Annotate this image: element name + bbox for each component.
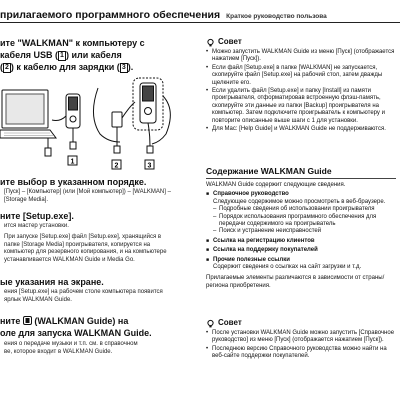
tip2-item: • После установки WALKMAN Guide можно запустить [Справочное руководство] из меню [Пуск] (отображается нажатием [Пуск]). [206, 330, 396, 345]
step5-title-text-b: (WALKMAN Guide) на [34, 316, 129, 326]
step2-note-1: [Пуск] – [Компьютер] (или [Мой компьютер]) – [WALKMAN] – [4, 189, 171, 195]
tip-icon-bulb [208, 39, 213, 44]
tip-icon-base [209, 325, 211, 327]
callout-3 [145, 160, 154, 170]
step1-line3 [0, 61, 133, 73]
tip-icon-bulb [208, 320, 213, 325]
step1-line2-text-a: кабеля USB ( [0, 50, 59, 60]
charger-plug [147, 146, 153, 153]
step5-title-line1 [0, 315, 128, 327]
laptop-screen [6, 94, 44, 124]
callout-box-1: 1 [60, 52, 64, 59]
tip1-item: • Можно запустить WALKMAN Guide из меню [Пуск] (отображается нажатием [Пуск]). [206, 49, 396, 64]
contents-item-registration: ■ Ссылка на регистрацию клиентов [206, 238, 396, 245]
tip1-item: • Если файл [Setup.exe] в папке [WALKMAN] не запускается, скопируйте файл [Setup.exe] на рабочий стол, затем дважды щелкните его. [206, 65, 396, 87]
tip2-list [206, 330, 396, 361]
step5-title-line2: оле для запуска WALKMAN Guide. [0, 328, 152, 338]
usb-plug [45, 148, 51, 156]
tip-icon-base [209, 44, 211, 46]
step3-note-5: устанавливается WALKMAN Guide и Media Go. [4, 256, 135, 263]
contents-section [206, 166, 396, 290]
step2-note-2: [Storage Media]. [4, 196, 49, 203]
callout-1-label: 1 [70, 158, 75, 166]
guide-icon-glyph [25, 318, 29, 323]
contents-intro: WALKMAN Guide содержит следующие сведения. [206, 182, 346, 188]
callout-2 [112, 160, 121, 170]
contents-item-help-guide: ■ Справочное руководство [206, 191, 396, 198]
page-subtitle: Краткое руководство пользова [226, 13, 327, 20]
step2-title: ите выбор в указанном порядке. [0, 177, 147, 187]
tip1-title: Совет [218, 37, 242, 46]
step4-note-1: ения [Setup.exe] на рабочем столе компьютера появится [4, 289, 163, 295]
step3-note-2: При запуске [Setup.exe] файл [Setup.exe], хранящийся в [4, 234, 162, 240]
tip1-item: • Для Mac: [Help Guide] и WALKMAN Guide не поддерживаются. [206, 126, 396, 133]
tip1-item: • Если удалить файл [Setup.exe] и папку [Install] из памяти проигрывателя, отформатировав встроенную флэш-память, скопируйте эти данные из папки [Backup] проигрывателя на компьютер. Затем подключите проигрыватель к компьютеру и повторите описанные выше шаги с 1 для установки. [206, 88, 396, 125]
step3-note-4: компьютер для резервного копирования, и на компьютере [4, 249, 167, 256]
step1-line3-text-c: ). [127, 62, 134, 72]
contents-item-links: ■ Прочие полезные ссылки [206, 257, 396, 264]
laptop-icon [0, 90, 56, 138]
step1-line2 [0, 49, 122, 61]
step4-title: ые указания на экране. [0, 277, 104, 287]
walkman2-screen [143, 86, 154, 101]
contents-item-desc: Следующее содержимое можно просмотреть в веб-браузере. [213, 198, 386, 205]
contents-subitem: – Поиск и устранение неисправностей [206, 228, 396, 235]
callout-3-label: 3 [147, 162, 152, 170]
laptop-base [0, 130, 56, 138]
step1-line1: ите "WALKMAN" к компьютеру с [0, 38, 145, 48]
step4-note-2: ярлык WALKMAN Guide. [4, 296, 72, 303]
callout-2-label: 2 [114, 162, 119, 170]
contents-item-desc: Содержит сведения о ссылках на сайт загрузки и т.д. [213, 264, 362, 271]
walkman2-button [145, 108, 152, 115]
cradle-icon [93, 88, 135, 153]
callout-box-3: 3 [121, 64, 126, 71]
contents-item-support: ■ Ссылка на поддержку покупателей [206, 247, 396, 254]
step3-note-3: папке [Storage Media] проигрывателя, копируется на [4, 241, 151, 248]
tip1-list [206, 49, 396, 133]
step5-note-2: ве, которое входит в WALKMAN Guide. [4, 348, 113, 355]
page-title: прилагаемого программного обеспечения [0, 9, 221, 21]
step3-title: ните [Setup.exe]. [0, 211, 74, 221]
contents-heading: Содержание WALKMAN Guide [206, 166, 396, 179]
step5-note-1: ения о передаче музыки и т.п. см. в справочном [4, 341, 138, 347]
contents-subitem: – Порядок использования программного обеспечения для передачи содержимого на проигрыватель [206, 214, 396, 229]
walkman-charger-icon [133, 78, 170, 153]
tip2-title: Совет [218, 318, 242, 327]
step1-line2-text-b: ) или кабеля [65, 50, 122, 60]
walkman-screen [69, 97, 78, 110]
tip1-header [206, 37, 396, 47]
step1-line3-text-a: ( [0, 62, 3, 72]
callout-box-2: 2 [5, 64, 9, 71]
tip1-section [206, 37, 396, 134]
walkman-plug [70, 142, 76, 149]
tip2-item: • Последнюю версию Справочного руководства можно найти на веб-сайте поддержки покупателей. [206, 346, 396, 361]
usb-plug-icon [45, 138, 51, 156]
walkman-device-icon [52, 94, 80, 149]
step1-line3-text-b: ) к кабелю для зарядки ( [10, 62, 120, 72]
cradle-body [112, 112, 122, 127]
step5-title-text-a: ните [0, 316, 21, 326]
contents-note: Прилагаемые элементы различаются в зависимости от страны/региона приобретения. [206, 275, 385, 289]
walkman-button [70, 116, 76, 122]
connection-illustration [0, 76, 190, 174]
walkman-guide-icon [23, 316, 32, 325]
cradle-plug [114, 146, 120, 153]
tip2-section [206, 318, 396, 362]
tip-icon [206, 319, 215, 328]
tip2-header [206, 318, 396, 328]
step3-note-1: ится мастер установки. [4, 223, 69, 229]
usb-cable-link [52, 116, 66, 121]
tip-icon [206, 38, 215, 47]
page-header [0, 5, 400, 23]
contents-subitem: – Подробные сведения об использовании проигрывателя [206, 206, 396, 213]
charger-cable [148, 123, 150, 146]
callout-1 [68, 156, 77, 166]
